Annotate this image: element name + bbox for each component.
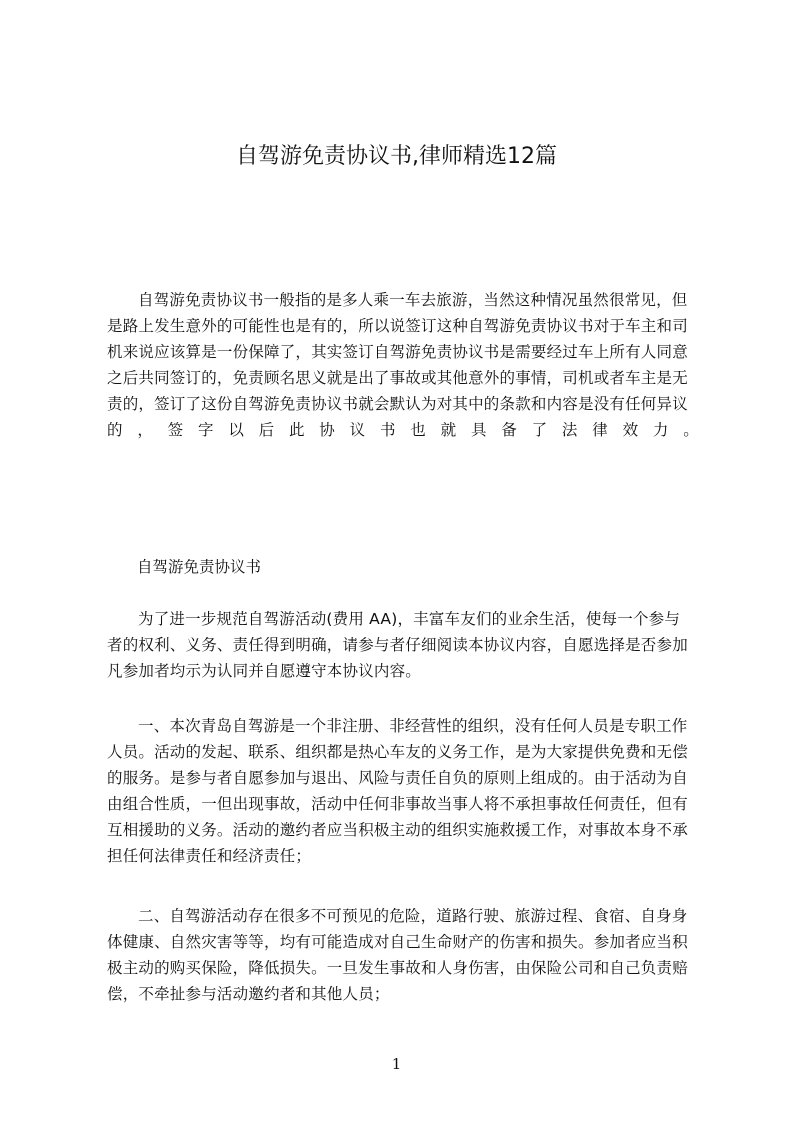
section-heading: 自驾游免责协议书 — [137, 558, 262, 576]
preamble-line: 为了进一步规范自驾游活动(费用 AA)，丰富车友们的业余生活，使每一个参与 — [138, 610, 681, 628]
intro-line: 是路上发生意外的可能性也是有的，所以说签订这种自驾游免责协议书对于车主和司 — [107, 317, 688, 335]
intro-line: 自驾游免责协议书一般指的是多人乘一车去旅游，当然这种情况虽然很常见，但 — [138, 291, 688, 309]
clause-line: 偿，不牵扯参与活动邀约者和其他人员； — [107, 985, 390, 1003]
preamble-paragraph — [107, 606, 699, 684]
clause-line: 二、自驾游活动存在很多不可预见的危险，道路行驶、旅游过程、食宿、自身身 — [138, 907, 688, 925]
clause-1-paragraph — [107, 713, 699, 869]
clause-line: 体健康、自然灾害等等，均有可能造成对自己生命财产的伤害和损失。参加者应当积 — [107, 933, 688, 951]
document-title: 自驾游免责协议书,律师精选12篇 — [236, 144, 557, 169]
clause-line: 由组合性质，一但出现事故，活动中任何非事故当事人将不承担事故任何责任，但有 — [107, 795, 688, 813]
preamble-line: 凡参加者均示为认同并自愿遵守本协议内容。 — [107, 662, 422, 680]
clause-line: 极主动的购买保险，降低损失。一旦发生事故和人身伤害，由保险公司和自己负责赔 — [107, 959, 688, 977]
clause-line: 的服务。是参与者自愿参加与退出、风险与责任自负的原则上组成的。由于活动为自 — [107, 769, 688, 787]
clause-line: 人员。活动的发起、联系、组织都是热心车友的义务工作，是为大家提供免费和无偿 — [107, 743, 688, 761]
clause-2-paragraph — [107, 903, 699, 1007]
intro-line: 之后共同签订的，免责顾名思义就是出了事故或其他意外的事情，司机或者车主是无 — [107, 369, 688, 387]
clause-line: 互相援助的义务。活动的邀约者应当积极主动的组织实施救援工作，对事故本身不承 — [107, 821, 688, 839]
clause-line: 一、本次青岛自驾游是一个非注册、非经营性的组织，没有任何人员是专职工作 — [138, 717, 688, 735]
intro-paragraph — [107, 287, 699, 443]
intro-last-line: 的 ， 签 字 以 后 此 协 议 书 也 就 具 备 了 法 律 效 力 。 — [107, 421, 699, 439]
clause-line: 担任何法律责任和经济责任； — [107, 847, 312, 865]
intro-line: 责的，签订了这份自驾游免责协议书就会默认为对其中的条款和内容是没有任何异议 — [107, 395, 688, 413]
preamble-line: 者的权利、义务、责任得到明确，请参与者仔细阅读本协议内容，自愿选择是否参加 — [107, 636, 688, 654]
intro-line: 机来说应该算是一份保障了，其实签订自驾游免责协议书是需要经过车上所有人同意 — [107, 343, 688, 361]
page-number: 1 — [391, 1055, 402, 1073]
